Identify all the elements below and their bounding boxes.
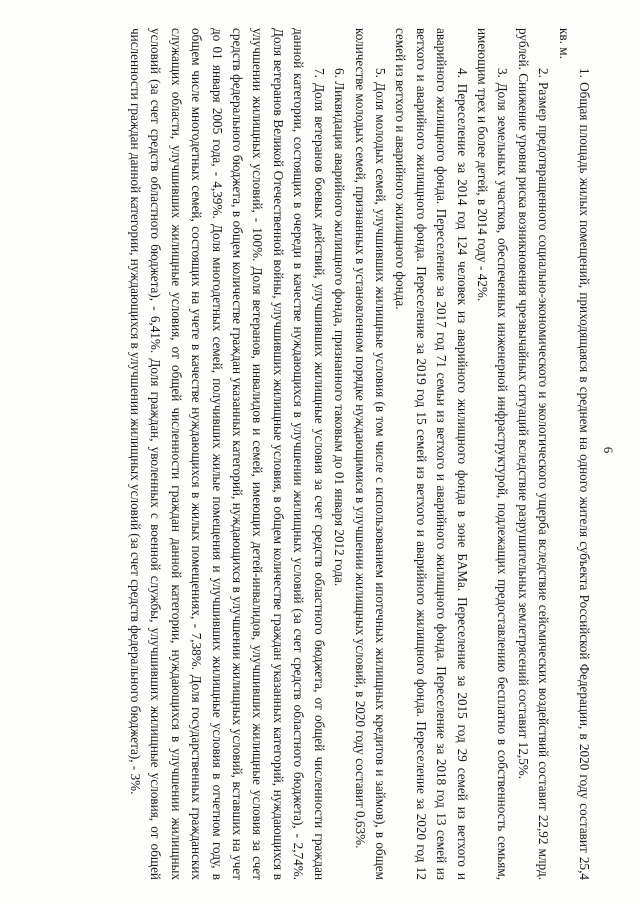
paragraph-6: 6. Ликвидация аварийного жилищного фонда, признанного таковым до 01 января 2012 года. [332, 68, 348, 587]
paragraph-5: 5. Доля молодых семей, улучшивших жилищные условия (в том числе с использованием ипотечных жилищных кредитов и займов), в общем количестве молодых семей, признанных в установленном порядке нуждающимися в улучшении жилищных условий, в 2020 году составит 0,63%. [352, 28, 388, 880]
paragraph-3: 3. Доля земельных участков, обеспеченных инженерной инфраструктурой, подлежащих предоставлению бесплатно в собственность семьям, имеющим трех и более детей, в 2014 году - 42%. [474, 28, 511, 880]
paragraph-1: 1. Общая площадь жилых помещений, приходящаяся в среднем на одного жителя субъекта Российской Федерации, в 2020 году составит 25,4 кв. м. [556, 28, 592, 880]
document-body [125, 28, 594, 880]
paragraph-4: 4. Переселение за 2014 год 124 человек из аварийного жилищного фонда в зоне БАМа. Переселение за 2015 год 29 семей из ветхого и аварийного жилищного фонда. Переселение за 2017 год 71 семьи из ветхого и аварийного жилищного фонда. Переселение за 2018 год 13 семей из ветхого и аварийного жилищного фонда. Переселение за 2019 год 15 семей из ветхого и аварийного жилищного фонда. Переселение за 2020 год 12 семей из ветхого и аварийного жилищного фонда. [393, 28, 470, 880]
rotated-page-content [60, 10, 620, 890]
paragraph-7: 7. Доля ветеранов боевых действий, улучшивших жилищные условия за счет средств областного бюджета, от общей численности граждан данной категории, состоящих в очереди в качестве нуждающихся в улучшении жилищных условий (за счет средств областного бюджета), - 2,74%. Доля ветеранов Великой Отечественной войны, улучшивших жилищные условия, в общем количестве граждан указанных категорий, нуждающихся в улучшении жилищных условий, - 100%. Доля ветеранов, инвалидов и семей, имеющих детей-инвалидов, улучшивших жилищные условия за счет средств федерального бюджета, в общем количестве граждан указанных категорий, нуждающихся в улучшении жилищных условий, вставших на учет до 01 января 2005 года, - 4,39%. Доля многодетных семей, получивших жилые помещения и улучшивших жилищные условия в отчетном году, в общем числе многодетных семей, состоящих на учете в качестве нуждающихся в жилых помещениях, - 7,38%. Доля государственных гражданских служащих области, улучшивших жилищные условия, от общей численности граждан данной категории, нуждающихся в улучшении жилищных условий (за счет средств областного бюджета), - 6,41%. Доля граждан, уволенных с военной службы, улучшивших жилищные условия, от общей численности граждан данной категории, нуждающихся в улучшении жилищных условий (за счет средств федерального бюджета), - 3%. [128, 28, 327, 880]
paragraph-2: 2. Размер предотвращенного социально-экономического и экологического ущерба вследствие сейсмических воздействий составит 22,92 млрд. рублей. Снижение уровня риска возникновения чрезвычайных ситуаций вследствие разрушительных землетрясений составит 12,5%. [515, 28, 552, 880]
page-number: 6 [601, 446, 616, 454]
